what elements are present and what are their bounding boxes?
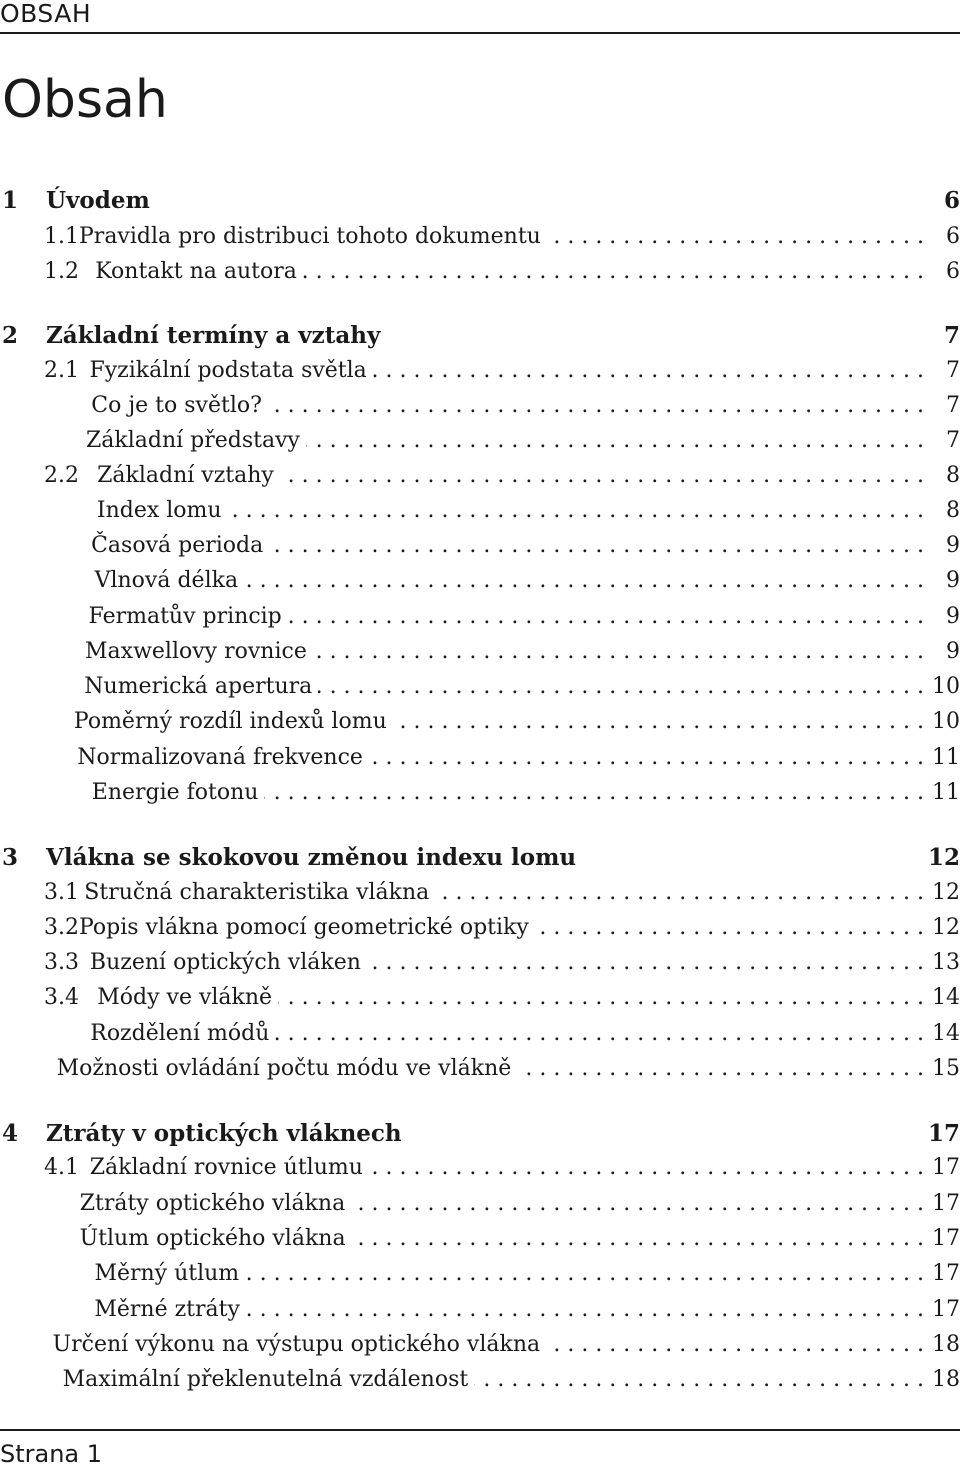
toc-dot-leader bbox=[435, 880, 924, 905]
toc-dot-leader bbox=[288, 604, 924, 629]
toc-subsection-entry[interactable] bbox=[0, 1297, 960, 1331]
toc-entry-title: Energie fotonu bbox=[91, 780, 259, 805]
toc-entry-title: Maxwellovy rovnice bbox=[85, 639, 307, 664]
toc-dot-leader bbox=[303, 259, 924, 284]
toc-entry-title: Fyzikální podstata světla bbox=[89, 358, 367, 383]
toc-page-number: 18 bbox=[932, 1367, 960, 1392]
toc-dot-leader bbox=[352, 1226, 924, 1251]
toc-dot-leader bbox=[269, 533, 924, 558]
toc-entry-title: Normalizovaná frekvence bbox=[77, 745, 363, 770]
toc-page-number: 18 bbox=[932, 1332, 960, 1357]
toc-page-number: 17 bbox=[932, 1155, 960, 1180]
toc-page-number: 7 bbox=[946, 393, 960, 418]
toc-entry-number: 1 bbox=[2, 187, 19, 214]
toc-page-number: 11 bbox=[932, 780, 960, 805]
toc-entry-title: Vlákna se skokovou změnou indexu lomu bbox=[46, 844, 577, 871]
toc-entry-title: Základní vztahy bbox=[97, 463, 274, 488]
toc-page-number: 7 bbox=[946, 358, 960, 383]
toc-entry-title: Rozdělení módů bbox=[90, 1021, 270, 1046]
toc-subsection-entry[interactable] bbox=[0, 604, 960, 638]
toc-entry-title: Módy ve vlákně bbox=[97, 985, 273, 1010]
toc-page-number: 17 bbox=[932, 1191, 960, 1216]
toc-page-number: 7 bbox=[943, 322, 960, 349]
toc-subsection-entry[interactable] bbox=[0, 568, 960, 602]
toc-page-number: 9 bbox=[946, 568, 960, 593]
toc-entry-title: Základní rovnice útlumu bbox=[89, 1155, 363, 1180]
toc-entry-title: Kontakt na autora bbox=[95, 259, 297, 284]
toc-subsection-entry[interactable] bbox=[0, 1226, 960, 1260]
toc-dot-leader bbox=[517, 1056, 924, 1081]
toc-page-number: 8 bbox=[946, 498, 960, 523]
toc-entry-title: Základní termíny a vztahy bbox=[46, 322, 381, 349]
page-title: Obsah bbox=[2, 70, 168, 130]
toc-dot-leader bbox=[268, 393, 924, 418]
toc-subsection-entry[interactable] bbox=[0, 745, 960, 779]
toc-dot-leader bbox=[373, 358, 924, 383]
toc-dot-leader bbox=[275, 1021, 924, 1046]
toc-page-number: 10 bbox=[932, 709, 960, 734]
toc-page-number: 15 bbox=[932, 1056, 960, 1081]
toc-subsection-entry[interactable] bbox=[0, 498, 960, 532]
toc-dot-leader bbox=[369, 1155, 924, 1180]
toc-section-entry[interactable] bbox=[0, 463, 960, 497]
toc-section-entry[interactable] bbox=[0, 358, 960, 392]
toc-subsection-entry[interactable] bbox=[0, 1191, 960, 1225]
toc-subsection-entry[interactable] bbox=[0, 709, 960, 743]
toc-page-number: 8 bbox=[946, 463, 960, 488]
toc-page-number: 17 bbox=[932, 1297, 960, 1322]
toc-dot-leader bbox=[228, 498, 924, 523]
toc-entry-number: 1.1 bbox=[44, 224, 79, 249]
toc-dot-leader bbox=[264, 780, 924, 805]
toc-subsection-entry[interactable] bbox=[0, 428, 960, 462]
toc-entry-title: Co je to světlo? bbox=[91, 393, 262, 418]
toc-dot-leader bbox=[367, 950, 924, 975]
toc-entry-title: Vlnová délka bbox=[94, 568, 239, 593]
toc-subsection-entry[interactable] bbox=[0, 1021, 960, 1055]
toc-entry-title: Maximální překlenutelná vzdálenost bbox=[62, 1367, 469, 1392]
toc-entry-number: 2.1 bbox=[44, 358, 79, 383]
toc-page-number: 17 bbox=[932, 1226, 960, 1251]
toc-page-number: 6 bbox=[946, 259, 960, 284]
header-rule bbox=[0, 32, 960, 34]
toc-page-number: 14 bbox=[932, 1021, 960, 1046]
toc-entry-title: Ztráty v optických vláknech bbox=[46, 1120, 402, 1147]
toc-dot-leader bbox=[245, 1261, 924, 1286]
toc-dot-leader bbox=[313, 639, 924, 664]
toc-dot-leader bbox=[535, 915, 924, 940]
toc-dot-leader bbox=[547, 224, 924, 249]
toc-chapter-entry[interactable] bbox=[0, 844, 960, 878]
toc-section-entry[interactable] bbox=[0, 915, 960, 949]
toc-page-number: 13 bbox=[932, 950, 960, 975]
toc-subsection-entry[interactable] bbox=[0, 1367, 960, 1401]
toc-page-number: 9 bbox=[946, 533, 960, 558]
toc-entry-title: Časová perioda bbox=[91, 533, 264, 558]
toc-page-number: 7 bbox=[946, 428, 960, 453]
toc-page-number: 9 bbox=[946, 639, 960, 664]
toc-entry-title: Stručná charakteristika vlákna bbox=[84, 880, 430, 905]
toc-dot-leader bbox=[393, 709, 924, 734]
toc-entry-title: Určení výkonu na výstupu optického vlákna bbox=[52, 1332, 541, 1357]
toc-entry-number: 3.1 bbox=[44, 880, 79, 905]
toc-subsection-entry[interactable] bbox=[0, 1056, 960, 1090]
toc-dot-leader bbox=[474, 1367, 924, 1392]
toc-entry-title: Numerická apertura bbox=[84, 674, 313, 699]
toc-entry-title: Útlum optického vlákna bbox=[79, 1226, 346, 1251]
footer-rule bbox=[0, 1429, 960, 1431]
toc-chapter-entry[interactable] bbox=[0, 187, 960, 221]
toc-entry-title: Pravidla pro distribuci tohoto dokumentu bbox=[79, 224, 541, 249]
toc-entry-title: Poměrný rozdíl indexů lomu bbox=[73, 709, 387, 734]
toc-dot-leader bbox=[244, 568, 924, 593]
toc-section-entry[interactable] bbox=[0, 1155, 960, 1189]
toc-page-number: 10 bbox=[932, 674, 960, 699]
toc-entry-number: 3 bbox=[2, 844, 19, 871]
toc-page-number: 11 bbox=[932, 745, 960, 770]
running-header: OBSAH bbox=[0, 0, 92, 28]
toc-dot-leader bbox=[306, 428, 924, 453]
toc-subsection-entry[interactable] bbox=[0, 393, 960, 427]
toc-page-number: 9 bbox=[946, 604, 960, 629]
toc-entry-title: Fermatův princip bbox=[88, 604, 282, 629]
toc-entry-number: 1.2 bbox=[44, 259, 79, 284]
toc-dot-leader bbox=[318, 674, 924, 699]
toc-subsection-entry[interactable] bbox=[0, 1332, 960, 1366]
toc-entry-number: 3.4 bbox=[44, 985, 79, 1010]
toc-dot-leader bbox=[546, 1332, 924, 1357]
toc-entry-number: 2 bbox=[2, 322, 19, 349]
toc-page-number: 6 bbox=[946, 224, 960, 249]
toc-entry-title: Buzení optických vláken bbox=[89, 950, 361, 975]
toc-dot-leader bbox=[278, 985, 924, 1010]
toc-dot-leader bbox=[351, 1191, 924, 1216]
toc-page-number: 17 bbox=[927, 1120, 960, 1147]
toc-entry-title: Základní představy bbox=[85, 428, 300, 453]
toc-page-number: 12 bbox=[932, 880, 960, 905]
toc-entry-title: Index lomu bbox=[96, 498, 222, 523]
page-number-footer: Strana 1 bbox=[0, 1440, 103, 1468]
toc-entry-title: Popis vlákna pomocí geometrické optiky bbox=[79, 915, 529, 940]
toc-entry-number: 3.2 bbox=[44, 915, 79, 940]
toc-subsection-entry[interactable] bbox=[0, 639, 960, 673]
toc-chapter-entry[interactable] bbox=[0, 1120, 960, 1154]
toc-page-number: 12 bbox=[927, 844, 960, 871]
toc-entry-title: Měrný útlum bbox=[94, 1261, 240, 1286]
toc-subsection-entry[interactable] bbox=[0, 780, 960, 814]
toc-page-number: 12 bbox=[932, 915, 960, 940]
toc-entry-title: Úvodem bbox=[46, 187, 150, 214]
toc-section-entry[interactable] bbox=[0, 985, 960, 1019]
toc-dot-leader bbox=[246, 1297, 924, 1322]
toc-entry-title: Ztráty optického vlákna bbox=[79, 1191, 346, 1216]
toc-entry-title: Možnosti ovládání počtu módu ve vlákně bbox=[56, 1056, 512, 1081]
toc-subsection-entry[interactable] bbox=[0, 1261, 960, 1295]
toc-chapter-entry[interactable] bbox=[0, 322, 960, 356]
toc-entry-number: 4 bbox=[2, 1120, 19, 1147]
toc-subsection-entry[interactable] bbox=[0, 674, 960, 708]
toc-section-entry[interactable] bbox=[0, 259, 960, 293]
toc-entry-title: Měrné ztráty bbox=[94, 1297, 240, 1322]
toc-page-number: 17 bbox=[932, 1261, 960, 1286]
toc-dot-leader bbox=[280, 463, 924, 488]
toc-entry-number: 3.3 bbox=[44, 950, 79, 975]
toc-subsection-entry[interactable] bbox=[0, 533, 960, 567]
toc-entry-number: 4.1 bbox=[44, 1155, 79, 1180]
toc-dot-leader bbox=[369, 745, 924, 770]
toc-section-entry[interactable] bbox=[0, 224, 960, 258]
toc-page-number: 14 bbox=[932, 985, 960, 1010]
toc-entry-number: 2.2 bbox=[44, 463, 79, 488]
toc-section-entry[interactable] bbox=[0, 880, 960, 914]
toc-section-entry[interactable] bbox=[0, 950, 960, 984]
toc-page-number: 6 bbox=[943, 187, 960, 214]
